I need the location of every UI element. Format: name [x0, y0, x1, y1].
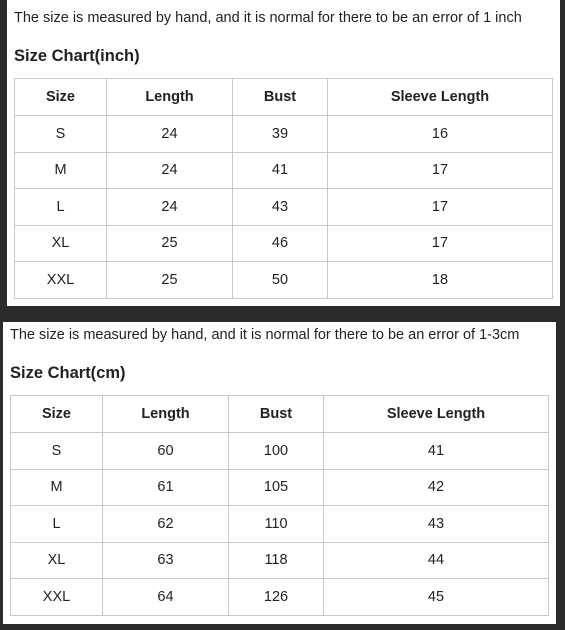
- column-header-bust: Bust: [229, 396, 324, 433]
- bust-cell: 50: [233, 262, 328, 299]
- column-header-size: Size: [11, 396, 103, 433]
- column-header-sleeve-length: Sleeve Length: [324, 396, 549, 433]
- sleeve-length-cell: 41: [324, 433, 549, 470]
- sleeve-length-cell: 44: [324, 542, 549, 579]
- table-row: [11, 542, 549, 579]
- sleeve-length-cell: 45: [324, 579, 549, 616]
- length-cell: 60: [103, 433, 229, 470]
- length-cell: 64: [103, 579, 229, 616]
- sleeve-length-cell: 16: [328, 116, 553, 153]
- length-cell: 25: [107, 262, 233, 299]
- length-cell: 24: [107, 152, 233, 189]
- table-row: [11, 579, 549, 616]
- table-row: [11, 469, 549, 506]
- measurement-note-cm: The size is measured by hand, and it is normal for there to be an error of 1-3cm: [10, 327, 520, 343]
- table-row: [15, 262, 553, 299]
- table-header-row: [11, 396, 549, 433]
- size-cell: S: [15, 116, 107, 153]
- table-header-row: [15, 79, 553, 116]
- sleeve-length-cell: 17: [328, 225, 553, 262]
- sleeve-length-cell: 17: [328, 152, 553, 189]
- measurement-note-inch: The size is measured by hand, and it is normal for there to be an error of 1 inch: [14, 10, 522, 26]
- column-header-length: Length: [107, 79, 233, 116]
- size-cell: M: [11, 469, 103, 506]
- length-cell: 61: [103, 469, 229, 506]
- bust-cell: 126: [229, 579, 324, 616]
- bust-cell: 105: [229, 469, 324, 506]
- size-cell: M: [15, 152, 107, 189]
- size-chart-cm-heading: Size Chart(cm): [10, 364, 126, 382]
- bust-cell: 46: [233, 225, 328, 262]
- size-cell: S: [11, 433, 103, 470]
- sleeve-length-cell: 42: [324, 469, 549, 506]
- size-cell: XXL: [11, 579, 103, 616]
- size-cell: L: [15, 189, 107, 226]
- table-row: [11, 433, 549, 470]
- table-row: [15, 225, 553, 262]
- bust-cell: 41: [233, 152, 328, 189]
- size-chart-cm-table: [10, 395, 549, 616]
- table-row: [15, 189, 553, 226]
- bust-cell: 43: [233, 189, 328, 226]
- size-cell: XXL: [15, 262, 107, 299]
- bust-cell: 118: [229, 542, 324, 579]
- column-header-size: Size: [15, 79, 107, 116]
- bust-cell: 39: [233, 116, 328, 153]
- size-cell: XL: [11, 542, 103, 579]
- size-chart-inch-table: [14, 78, 553, 299]
- column-header-bust: Bust: [233, 79, 328, 116]
- bust-cell: 100: [229, 433, 324, 470]
- length-cell: 63: [103, 542, 229, 579]
- sleeve-length-cell: 18: [328, 262, 553, 299]
- column-header-sleeve-length: Sleeve Length: [328, 79, 553, 116]
- table-row: [11, 506, 549, 543]
- size-chart-inch-heading: Size Chart(inch): [14, 47, 140, 65]
- length-cell: 24: [107, 116, 233, 153]
- column-header-length: Length: [103, 396, 229, 433]
- length-cell: 62: [103, 506, 229, 543]
- size-cell: L: [11, 506, 103, 543]
- size-chart-inch-panel: [7, 0, 560, 306]
- table-row: [15, 116, 553, 153]
- bust-cell: 110: [229, 506, 324, 543]
- length-cell: 25: [107, 225, 233, 262]
- table-row: [15, 152, 553, 189]
- size-cell: XL: [15, 225, 107, 262]
- size-chart-cm-panel: [3, 322, 556, 624]
- sleeve-length-cell: 43: [324, 506, 549, 543]
- length-cell: 24: [107, 189, 233, 226]
- sleeve-length-cell: 17: [328, 189, 553, 226]
